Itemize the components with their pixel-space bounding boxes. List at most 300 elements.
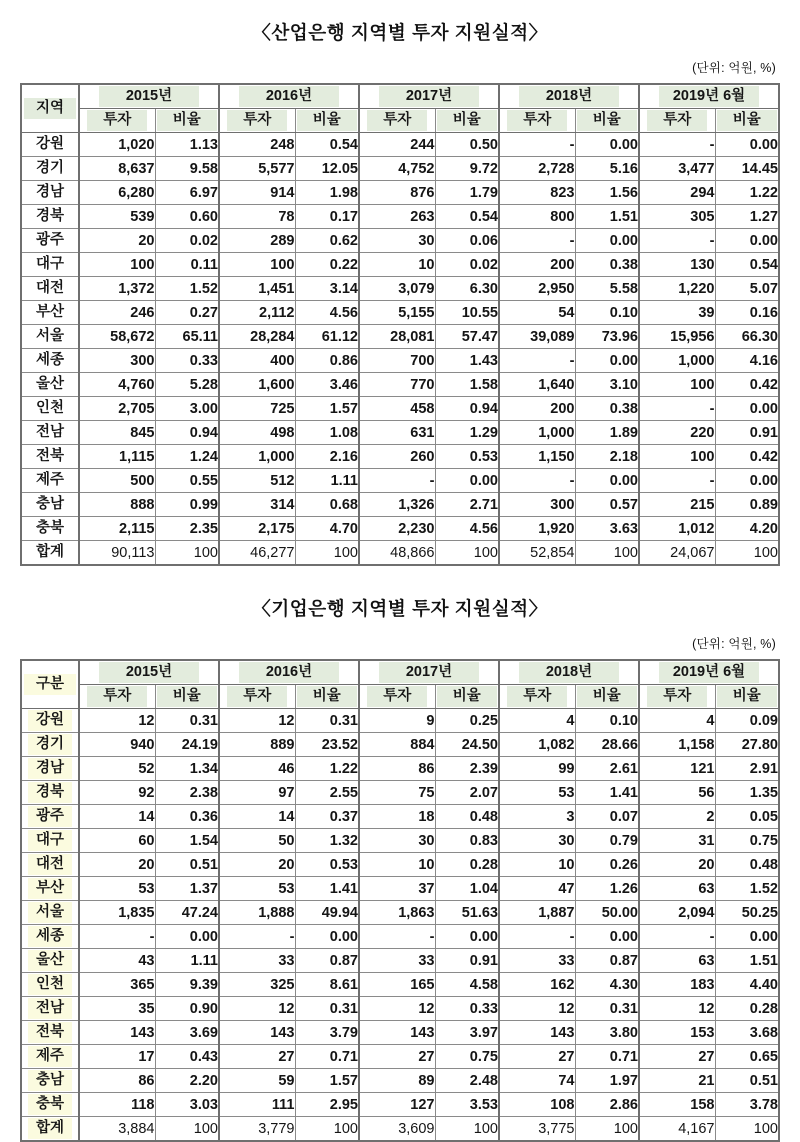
cell-amount: 90,113 [79,541,155,566]
row-label-text: 경기 [35,160,64,176]
row-label-text: 대전 [28,854,72,875]
cell-amount: 17 [79,1045,155,1069]
row-label-region [21,949,79,973]
cell-amount: 143 [79,1021,155,1045]
cell-amount: 27 [499,1045,575,1069]
cell-ratio: 0.38 [575,253,639,277]
cell-amount: 2,230 [359,517,435,541]
cell-ratio: 9.39 [155,973,219,997]
cell-ratio: 50.25 [715,901,779,925]
cell-amount: 54 [499,301,575,325]
column-header-amount-2019: 투자 [639,685,715,709]
column-header-amount-2016: 투자 [219,109,295,133]
cell-ratio: 66.30 [715,325,779,349]
cell-ratio: 1.08 [295,421,359,445]
cell-amount: 215 [639,493,715,517]
row-label-region [21,805,79,829]
cell-ratio: 0.57 [575,493,639,517]
cell-amount: 24,067 [639,541,715,566]
cell-ratio: 2.18 [575,445,639,469]
column-header-region: 지역 [21,84,79,133]
cell-amount: 63 [639,877,715,901]
cell-amount: 300 [499,493,575,517]
row-label-text: 경북 [35,208,64,224]
row-label-region [21,181,79,205]
row-label-text: 강원 [35,136,64,152]
cell-amount: 3,477 [639,157,715,181]
cell-ratio: 0.00 [715,469,779,493]
cell-ratio: 0.00 [575,925,639,949]
cell-amount: 35 [79,997,155,1021]
row-label-region [21,901,79,925]
cell-amount: 1,115 [79,445,155,469]
table-row [21,157,779,181]
cell-ratio: 0.48 [715,853,779,877]
column-header-amount-2018: 투자 [499,109,575,133]
cell-ratio: 0.10 [575,709,639,733]
row-label-total [21,1117,79,1142]
cell-amount: 100 [639,373,715,397]
cell-amount: 158 [639,1093,715,1117]
cell-ratio: 0.00 [715,925,779,949]
cell-amount: 365 [79,973,155,997]
cell-ratio: 1.24 [155,445,219,469]
cell-ratio: 2.95 [295,1093,359,1117]
cell-amount: 458 [359,397,435,421]
cell-amount: 52,854 [499,541,575,566]
column-header-year-2019-june: 2019년 6월 [639,660,779,685]
cell-ratio: 0.51 [715,1069,779,1093]
cell-ratio: 4.70 [295,517,359,541]
column-header-ratio-2016: 비율 [295,685,359,709]
cell-amount: 1,012 [639,517,715,541]
row-label-region [21,1021,79,1045]
cell-ratio: 2.39 [435,757,499,781]
row-label-text: 합계 [35,544,64,560]
table-row [21,997,779,1021]
cell-amount: 33 [219,949,295,973]
cell-ratio: 100 [295,1117,359,1142]
column-header-amount-2015: 투자 [79,685,155,709]
cell-ratio: 0.87 [575,949,639,973]
column-header-ratio-2017: 비율 [435,109,499,133]
cell-amount: 876 [359,181,435,205]
cell-amount: - [359,469,435,493]
cell-ratio: 2.07 [435,781,499,805]
cell-ratio: 4.58 [435,973,499,997]
cell-ratio: 0.28 [715,997,779,1021]
cell-amount: 99 [499,757,575,781]
cell-amount: 200 [499,253,575,277]
cell-ratio: 0.91 [435,949,499,973]
cell-amount: 20 [639,853,715,877]
row-label-total [21,541,79,566]
cell-amount: 14 [219,805,295,829]
cell-ratio: 0.62 [295,229,359,253]
cell-ratio: 1.97 [575,1069,639,1093]
cell-amount: 89 [359,1069,435,1093]
cell-amount: 940 [79,733,155,757]
cell-ratio: 0.00 [715,229,779,253]
cell-ratio: 65.11 [155,325,219,349]
cell-ratio: 2.16 [295,445,359,469]
cell-amount: 512 [219,469,295,493]
table-row [21,1093,779,1117]
cell-ratio: 0.22 [295,253,359,277]
row-label-region [21,757,79,781]
cell-amount: 539 [79,205,155,229]
table-row [21,229,779,253]
cell-ratio: 3.69 [155,1021,219,1045]
cell-ratio: 73.96 [575,325,639,349]
cell-amount: 289 [219,229,295,253]
cell-amount: 33 [359,949,435,973]
cell-amount: 14 [79,805,155,829]
row-label-text: 부산 [35,304,64,320]
cell-amount: 37 [359,877,435,901]
cell-amount: 1,158 [639,733,715,757]
cell-amount: 10 [359,253,435,277]
cell-ratio: 1.57 [295,397,359,421]
cell-amount: 27 [219,1045,295,1069]
cell-ratio: 100 [155,541,219,566]
row-label-text: 울산 [35,376,64,392]
cell-ratio: 0.53 [435,445,499,469]
cell-amount: - [499,133,575,157]
cell-ratio: 1.58 [435,373,499,397]
cell-amount: 53 [219,877,295,901]
cell-ratio: 1.11 [155,949,219,973]
cell-amount: 10 [499,853,575,877]
investment-support-table [20,83,780,566]
row-label-text: 전북 [28,1022,72,1043]
cell-ratio: 0.83 [435,829,499,853]
cell-ratio: 3.97 [435,1021,499,1045]
cell-ratio: 100 [295,541,359,566]
cell-ratio: 0.31 [155,709,219,733]
cell-ratio: 1.26 [575,877,639,901]
row-label-region [21,829,79,853]
report-section-industrial-bank-sme [0,566,800,1142]
row-label-region [21,517,79,541]
cell-ratio: 1.79 [435,181,499,205]
table-row [21,925,779,949]
cell-ratio: 0.94 [155,421,219,445]
cell-amount: 1,082 [499,733,575,757]
cell-ratio: 57.47 [435,325,499,349]
cell-amount: 500 [79,469,155,493]
cell-ratio: 4.56 [435,517,499,541]
cell-amount: 18 [359,805,435,829]
table-row [21,709,779,733]
row-label-text: 강원 [28,710,72,731]
cell-amount: 200 [499,397,575,421]
row-label-text: 충북 [28,1094,72,1115]
row-label-text: 인천 [35,400,64,416]
column-header-amount-2017: 투자 [359,685,435,709]
cell-amount: 74 [499,1069,575,1093]
cell-ratio: 61.12 [295,325,359,349]
cell-amount: 845 [79,421,155,445]
cell-amount: 1,000 [499,421,575,445]
header-row-years [21,660,779,685]
cell-ratio: 0.86 [295,349,359,373]
cell-ratio: 2.35 [155,517,219,541]
cell-amount: 884 [359,733,435,757]
row-label-text: 경기 [28,734,72,755]
table-row [21,445,779,469]
cell-amount: 183 [639,973,715,997]
table-body-secondary [21,709,779,1142]
cell-amount: 260 [359,445,435,469]
cell-amount: 60 [79,829,155,853]
cell-ratio: 3.14 [295,277,359,301]
column-header-amount-2017: 투자 [359,109,435,133]
table-row [21,493,779,517]
cell-ratio: 14.45 [715,157,779,181]
cell-ratio: 3.78 [715,1093,779,1117]
cell-amount: 21 [639,1069,715,1093]
cell-amount: 3,609 [359,1117,435,1142]
cell-ratio: 0.71 [295,1045,359,1069]
cell-amount: 3,775 [499,1117,575,1142]
cell-amount: 162 [499,973,575,997]
cell-amount: 27 [639,1045,715,1069]
header-row-metrics [21,109,779,133]
cell-amount: 1,372 [79,277,155,301]
cell-amount: 97 [219,781,295,805]
table-row [21,853,779,877]
cell-amount: 30 [359,229,435,253]
table-row [21,469,779,493]
row-label-text: 경남 [35,184,64,200]
column-header-year-2019-june: 2019년 6월 [639,84,779,109]
column-header-ratio-2015: 비율 [155,685,219,709]
cell-amount: 1,863 [359,901,435,925]
cell-amount: 300 [79,349,155,373]
cell-ratio: 100 [715,1117,779,1142]
cell-ratio: 2.71 [435,493,499,517]
cell-amount: 1,835 [79,901,155,925]
cell-amount: 53 [499,781,575,805]
cell-ratio: 0.54 [715,253,779,277]
cell-ratio: 9.58 [155,157,219,181]
cell-amount: 78 [219,205,295,229]
cell-ratio: 2.20 [155,1069,219,1093]
cell-ratio: 0.79 [575,829,639,853]
cell-ratio: 1.32 [295,829,359,853]
column-header-year-2017: 2017년 [359,660,499,685]
table-row [21,349,779,373]
cell-amount: 100 [219,253,295,277]
row-label-region [21,877,79,901]
cell-amount: 9 [359,709,435,733]
column-header-year-2016: 2016년 [219,660,359,685]
cell-ratio: 6.30 [435,277,499,301]
investment-support-table-secondary [20,659,780,1142]
cell-amount: 28,081 [359,325,435,349]
cell-amount: 4 [639,709,715,733]
cell-amount: 3,884 [79,1117,155,1142]
cell-ratio: 0.75 [715,829,779,853]
table-row [21,325,779,349]
cell-ratio: 2.55 [295,781,359,805]
cell-ratio: 8.61 [295,973,359,997]
cell-ratio: 0.31 [295,709,359,733]
cell-amount: - [639,469,715,493]
cell-ratio: 4.30 [575,973,639,997]
cell-ratio: 28.66 [575,733,639,757]
row-label-region [21,853,79,877]
table-row [21,973,779,997]
row-label-region [21,1045,79,1069]
cell-ratio: 1.52 [715,877,779,901]
header-row-years [21,84,779,109]
column-header-amount-2016: 투자 [219,685,295,709]
cell-ratio: 1.89 [575,421,639,445]
cell-ratio: 0.99 [155,493,219,517]
cell-ratio: 0.00 [295,925,359,949]
table-row [21,829,779,853]
cell-amount: 143 [219,1021,295,1045]
cell-amount: 314 [219,493,295,517]
cell-amount: 27 [359,1045,435,1069]
row-label-text: 전남 [35,424,64,440]
cell-amount: 63 [639,949,715,973]
cell-amount: 58,672 [79,325,155,349]
cell-amount: - [499,469,575,493]
table-row [21,781,779,805]
cell-ratio: 0.42 [715,445,779,469]
cell-amount: 86 [79,1069,155,1093]
cell-amount: 2 [639,805,715,829]
cell-ratio: 1.56 [575,181,639,205]
row-label-text: 광주 [28,806,72,827]
cell-amount: 263 [359,205,435,229]
cell-ratio: 3.79 [295,1021,359,1045]
cell-ratio: 0.25 [435,709,499,733]
column-header-year-2016: 2016년 [219,84,359,109]
cell-ratio: 0.90 [155,997,219,1021]
cell-amount: 1,020 [79,133,155,157]
column-header-amount-2018: 투자 [499,685,575,709]
column-header-ratio-2017: 비율 [435,685,499,709]
row-label-region [21,373,79,397]
cell-ratio: 1.41 [295,877,359,901]
row-label-text: 광주 [35,232,64,248]
cell-ratio: 2.91 [715,757,779,781]
cell-ratio: 1.35 [715,781,779,805]
cell-ratio: 3.46 [295,373,359,397]
row-label-text: 충북 [35,520,64,536]
page-title-secondary: 〈기업은행 지역별 투자 지원실적〉 [252,598,548,619]
row-label-region [21,709,79,733]
cell-amount: 3 [499,805,575,829]
cell-ratio: 0.00 [575,469,639,493]
cell-ratio: 3.10 [575,373,639,397]
cell-ratio: 1.51 [575,205,639,229]
table-row [21,901,779,925]
cell-ratio: 1.04 [435,877,499,901]
row-label-text: 경남 [28,758,72,779]
cell-ratio: 0.42 [715,373,779,397]
cell-ratio: 1.51 [715,949,779,973]
row-label-region [21,421,79,445]
table-row [21,1069,779,1093]
cell-amount: - [219,925,295,949]
cell-ratio: 0.00 [155,925,219,949]
cell-amount: 130 [639,253,715,277]
cell-ratio: 1.27 [715,205,779,229]
cell-amount: 6,280 [79,181,155,205]
unit-note-secondary: (단위: 억원, %) [692,637,776,651]
cell-amount: 12 [79,709,155,733]
cell-ratio: 0.00 [715,133,779,157]
cell-amount: 8,637 [79,157,155,181]
cell-ratio: 27.80 [715,733,779,757]
cell-amount: 2,112 [219,301,295,325]
cell-ratio: 1.43 [435,349,499,373]
cell-ratio: 24.50 [435,733,499,757]
cell-amount: - [79,925,155,949]
row-label-region [21,205,79,229]
column-header-ratio-2016: 비율 [295,109,359,133]
cell-amount: 121 [639,757,715,781]
cell-amount: 48,866 [359,541,435,566]
cell-ratio: 5.16 [575,157,639,181]
cell-ratio: 0.09 [715,709,779,733]
row-label-text: 제주 [35,472,64,488]
cell-amount: 3,079 [359,277,435,301]
cell-ratio: 1.29 [435,421,499,445]
cell-ratio: 0.87 [295,949,359,973]
cell-ratio: 0.75 [435,1045,499,1069]
cell-ratio: 0.11 [155,253,219,277]
cell-amount: 108 [499,1093,575,1117]
cell-ratio: 0.17 [295,205,359,229]
row-label-region [21,469,79,493]
cell-amount: 127 [359,1093,435,1117]
row-label-region [21,325,79,349]
table-row [21,757,779,781]
cell-ratio: 4.20 [715,517,779,541]
row-label-text: 합계 [28,1118,72,1139]
cell-ratio: 5.58 [575,277,639,301]
cell-amount: 400 [219,349,295,373]
row-label-region [21,1093,79,1117]
cell-amount: 914 [219,181,295,205]
cell-amount: 43 [79,949,155,973]
row-label-region [21,253,79,277]
row-label-text: 대구 [28,830,72,851]
table-row [21,733,779,757]
cell-ratio: 10.55 [435,301,499,325]
cell-ratio: 100 [435,1117,499,1142]
cell-ratio: 0.43 [155,1045,219,1069]
cell-amount: 165 [359,973,435,997]
row-label-text: 세종 [28,926,72,947]
row-label-region [21,493,79,517]
column-header-ratio-2015: 비율 [155,109,219,133]
cell-amount: 4,752 [359,157,435,181]
row-label-region [21,349,79,373]
column-header-ratio-2018: 비율 [575,685,639,709]
column-header-ratio-2018: 비율 [575,109,639,133]
cell-amount: 31 [639,829,715,853]
cell-amount: 30 [499,829,575,853]
cell-ratio: 0.07 [575,805,639,829]
cell-amount: 700 [359,349,435,373]
